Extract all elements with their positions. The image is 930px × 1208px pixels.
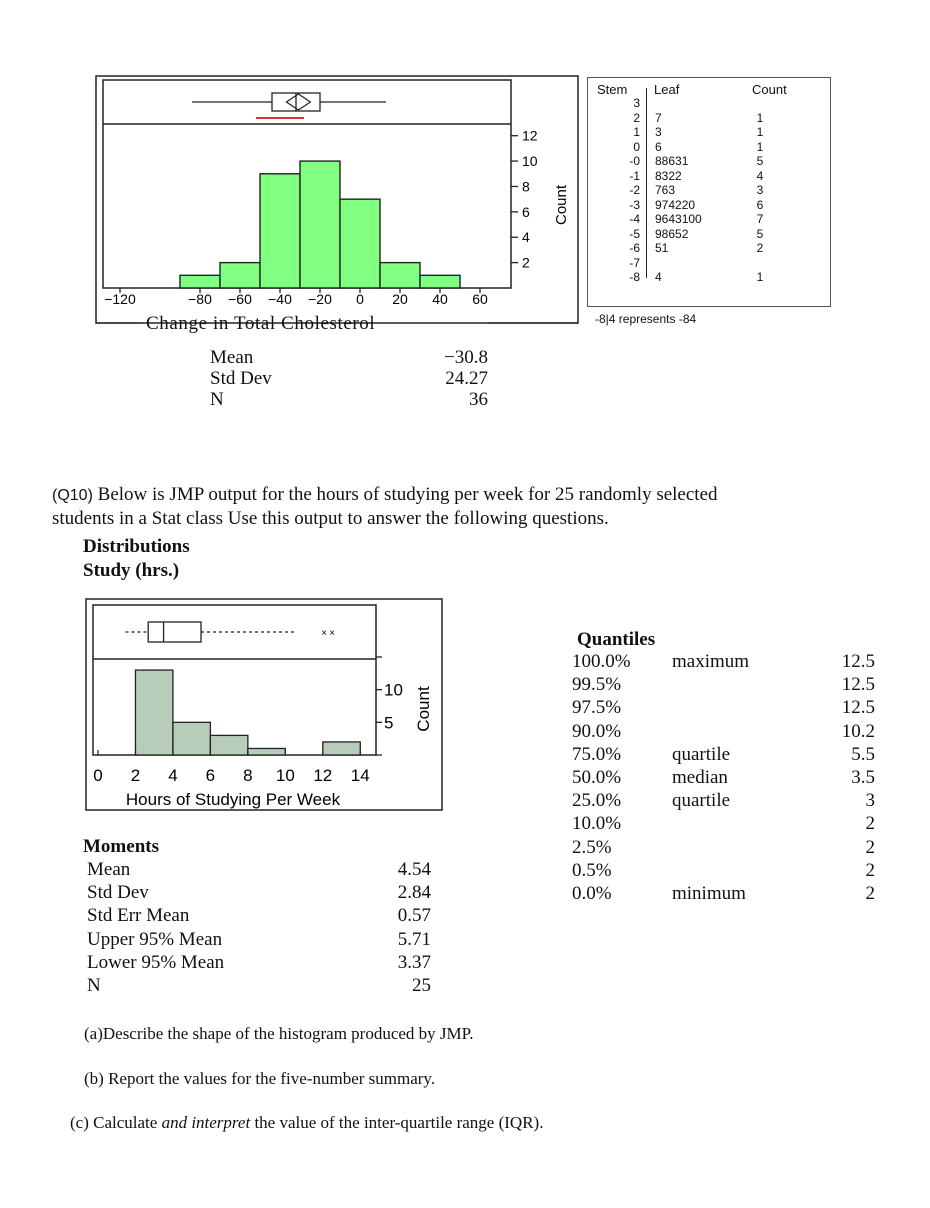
leaf-value: 3 (655, 125, 662, 139)
chart1-n-label: N (210, 389, 224, 410)
chart1-x-tick-label-3: −40 (268, 291, 292, 307)
chart2-bar-3 (248, 748, 285, 755)
quantile-percent: 0.5% (572, 859, 612, 881)
chart1-y-tick-label-0: 2 (522, 254, 530, 271)
quantiles-title: Quantiles (577, 629, 656, 650)
leaf-value: 4 (655, 270, 662, 284)
count-value: 2 (756, 241, 764, 255)
quantile-percent: 97.5% (572, 697, 622, 719)
chart1-x-tick-label-2: −60 (228, 291, 252, 307)
chart2-outlier-1: × (329, 628, 336, 639)
chart1-n-value: 36 (469, 389, 488, 410)
stem-value: 3 (633, 96, 640, 110)
moment-value: 25 (412, 975, 431, 996)
study-hours-heading: Study (hrs.) (83, 560, 180, 581)
quantile-percent: 99.5% (572, 674, 622, 696)
quantile-percent: 25.0% (572, 790, 622, 812)
chart2-x-tick-label-4: 8 (243, 766, 253, 785)
stem-value: -8 (629, 270, 640, 284)
quantile-value: 12.5 (841, 697, 875, 719)
chart1-bar-6 (420, 275, 460, 288)
chart1-x-tick-label-6: 20 (392, 291, 408, 307)
quantile-percent: 10.0% (572, 813, 622, 835)
chart2-bar-1 (173, 722, 210, 755)
chart1-bar-2 (260, 174, 300, 288)
chart2-x-tick-label-2: 4 (168, 766, 178, 785)
leaf-value: 88631 (655, 154, 689, 168)
count-value: 4 (756, 168, 764, 183)
chart2-x-tick-label-6: 12 (313, 766, 333, 785)
part-a: (a)Describe the shape of the histogram produced by JMP. (84, 1024, 474, 1043)
chart1-x-tick-label-7: 40 (432, 291, 448, 307)
moment-value: 0.57 (397, 905, 431, 927)
chart1-sd-value: 24.27 (445, 368, 488, 389)
part-c-pre: (c) Calculate (70, 1113, 162, 1132)
study-hours-histogram (0, 590, 460, 830)
part-c-emphasis: and interpret (161, 1113, 251, 1132)
leaf-value: 7 (655, 110, 662, 125)
chart1-bar-3 (300, 161, 340, 288)
stem-value: 1 (633, 125, 640, 139)
chart1-x-tick-label-8: 60 (472, 291, 488, 307)
quantile-value: 3.5 (851, 767, 875, 788)
chart1-mean-value: −30.8 (444, 347, 488, 368)
leaf-value: 763 (655, 183, 676, 197)
chart1-y-tick-label-3: 8 (522, 178, 530, 195)
question-10-line1 (52, 484, 718, 506)
stem-value: -7 (629, 255, 640, 270)
count-value: 3 (756, 183, 764, 197)
quantile-percent: 100.0% (572, 651, 631, 672)
quantile-value: 5.5 (851, 743, 875, 765)
quantile-value: 12.5 (841, 674, 875, 696)
part-c (70, 1113, 543, 1133)
chart2-bar-2 (210, 735, 247, 755)
stem-value: -2 (629, 183, 640, 197)
chart1-x-tick-label-1: −80 (188, 291, 212, 307)
chart2-y-tick-label-1: 10 (384, 680, 403, 700)
chart1-y-tick-label-2: 6 (522, 203, 530, 220)
moment-label: Std Dev (87, 882, 149, 904)
question-line1-text: Below is JMP output for the hours of studying per week for 25 randomly selected (97, 484, 718, 505)
stem-value: 2 (633, 110, 640, 125)
chart1-y-axis-label: Count (553, 184, 570, 226)
chart2-y-tick-label-0: 5 (384, 713, 394, 733)
count-header: Count (752, 82, 787, 97)
chart2-x-tick-label-3: 6 (205, 766, 216, 785)
moment-value: 3.37 (397, 951, 431, 973)
quantile-percent: 75.0% (572, 743, 622, 765)
chart1-bar-5 (380, 263, 420, 288)
chart2-x-tick-label-1: 2 (130, 766, 141, 785)
count-value: 5 (756, 226, 764, 241)
quantile-value: 2 (865, 836, 875, 858)
part-c-post: the value of the inter-quartile range (IQR). (250, 1113, 544, 1132)
chart2-x-tick-label-0: 0 (93, 766, 103, 785)
chart1-bar-4 (340, 199, 380, 288)
chart1-y-tick-label-4: 10 (522, 153, 538, 170)
quantile-percent: 2.5% (572, 836, 612, 858)
moment-label: Upper 95% Mean (87, 928, 223, 950)
chart2-box (148, 622, 201, 642)
stem-header: Stem (597, 82, 628, 97)
count-value: 1 (756, 110, 764, 125)
chart1-x-tick-label-0: −120 (104, 291, 136, 307)
quantile-value: 3 (865, 790, 875, 812)
part-b: (b) Report the values for the five-number summary. (84, 1069, 436, 1088)
chart2-x-tick-label-5: 10 (275, 766, 295, 785)
chart2-bar-0 (135, 670, 172, 755)
leaf-value: 9643100 (655, 212, 702, 226)
chart2-outlier-0: × (321, 628, 328, 639)
stem-value: -3 (629, 197, 640, 212)
moments-title: Moments (83, 836, 159, 857)
stem-value: -1 (629, 168, 640, 183)
quantile-percent: 90.0% (572, 720, 622, 742)
chart1-bar-1 (220, 263, 260, 288)
quantile-label: quartile (672, 790, 731, 812)
leaf-value: 51 (655, 241, 669, 255)
leaf-value: 6 (655, 139, 662, 154)
chart2-bar-5 (323, 742, 360, 755)
stem-leaf-divider (646, 88, 647, 278)
quantile-label: quartile (672, 743, 731, 765)
count-value: 1 (756, 125, 764, 139)
moment-value: 4.54 (397, 859, 431, 880)
moment-label: Std Err Mean (87, 905, 190, 927)
leaf-value: 98652 (655, 226, 689, 241)
count-value: 6 (756, 197, 764, 212)
quantile-label: minimum (672, 883, 746, 904)
stem-leaf-legend: -8|4 represents -84 (595, 312, 697, 326)
stem-value: -5 (629, 226, 640, 241)
count-value: 5 (756, 154, 764, 168)
count-value: 1 (756, 270, 764, 284)
chart2-y-axis-label: Count (414, 686, 433, 732)
leaf-value: 974220 (655, 197, 696, 212)
moment-label: Lower 95% Mean (87, 951, 225, 973)
quantile-percent: 50.0% (572, 767, 622, 788)
chart2-x-axis-title: Hours of Studying Per Week (125, 790, 341, 809)
distributions-heading: Distributions (83, 536, 190, 557)
moment-label: N (87, 975, 101, 996)
quantile-percent: 0.0% (572, 883, 612, 904)
chart1-bar-0 (180, 275, 220, 288)
quantile-value: 2 (865, 859, 875, 881)
question-number: (Q10) (52, 487, 93, 504)
chart1-y-tick-label-5: 12 (522, 127, 538, 144)
chart1-y-tick-label-1: 4 (522, 229, 530, 246)
stem-value: -0 (629, 154, 640, 168)
chart2-x-tick-label-7: 14 (350, 766, 370, 785)
stem-value: -6 (629, 241, 640, 255)
moment-value: 2.84 (397, 882, 431, 904)
chart1-mean-label: Mean (210, 347, 254, 368)
quantile-label: median (672, 767, 728, 788)
moment-label: Mean (87, 859, 131, 880)
chart1-x-tick-label-5: 0 (356, 291, 364, 307)
quantile-value: 10.2 (841, 720, 875, 742)
quantile-value: 12.5 (841, 651, 875, 672)
quantile-label: maximum (672, 651, 750, 672)
quantile-value: 2 (865, 813, 875, 835)
chart1-sd-label: Std Dev (210, 368, 272, 389)
leaf-value: 8322 (655, 168, 682, 183)
chart1-x-axis-title: Change in Total Cholesterol (146, 313, 376, 334)
count-value: 1 (756, 139, 764, 154)
question-10-line2: students in a Stat class Use this output to answer the following questions. (52, 508, 609, 529)
moment-value: 5.71 (397, 928, 431, 950)
leaf-header: Leaf (654, 82, 680, 97)
stem-value: 0 (633, 139, 640, 154)
count-value: 7 (756, 212, 764, 226)
quantile-value: 2 (865, 883, 875, 904)
stem-value: -4 (629, 212, 640, 226)
chart1-x-tick-label-4: −20 (308, 291, 332, 307)
cholesterol-histogram (0, 0, 590, 345)
